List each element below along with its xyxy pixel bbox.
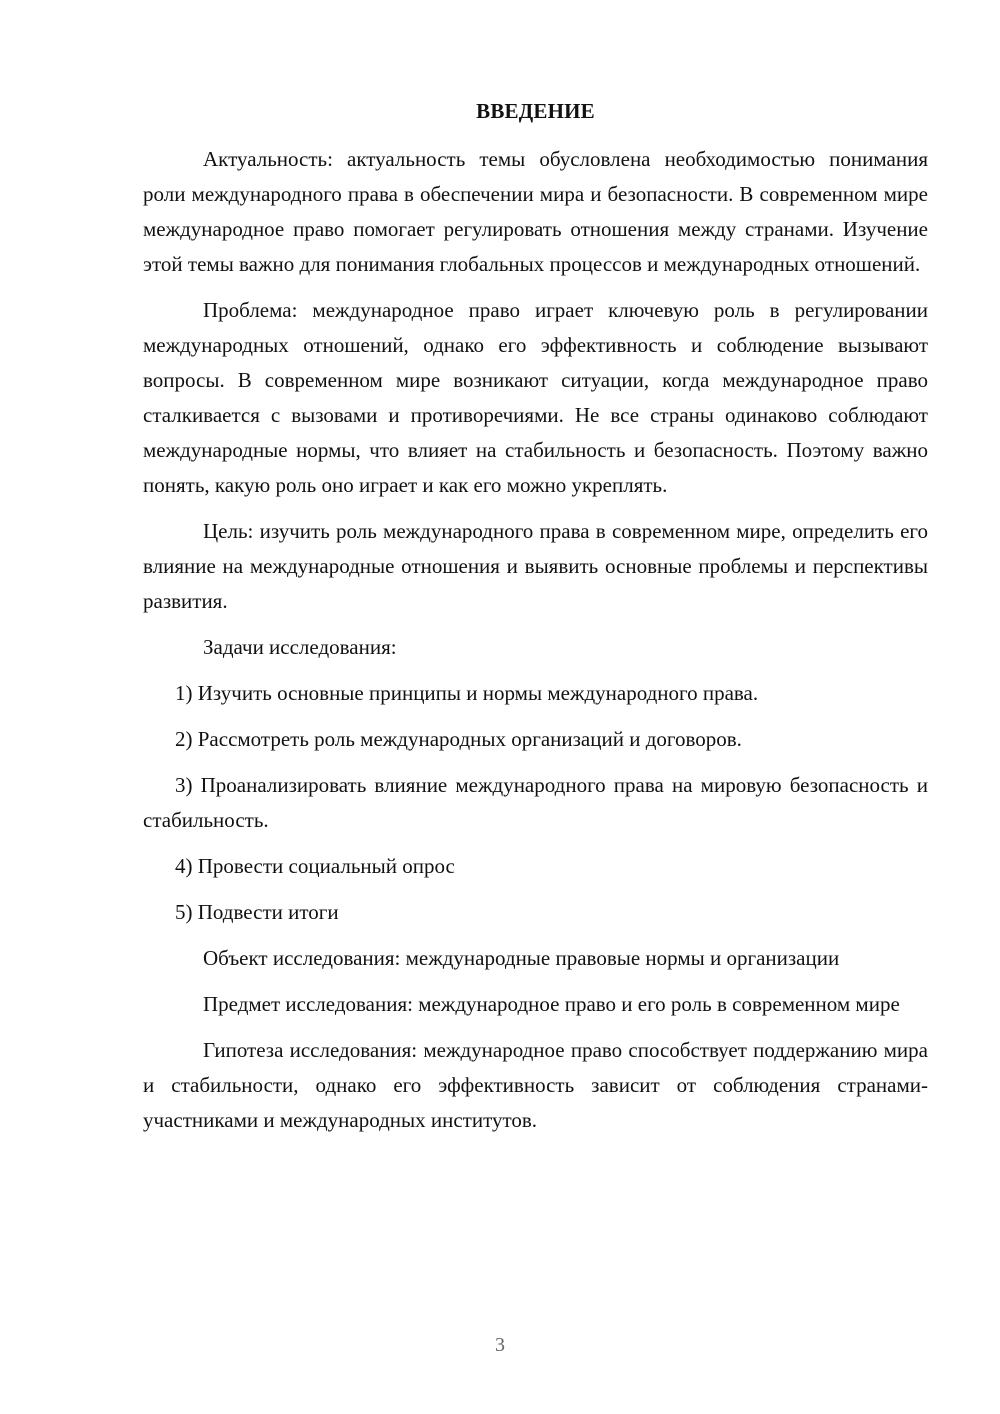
hypothesis-paragraph: Гипотеза исследования: международное право способствует поддержанию мира и стабильности, однако его эффективность зависит от соблюдения странами-участниками и международных институтов. — [143, 1038, 928, 1132]
document-page — [143, 96, 928, 1149]
subject-paragraph: Предмет исследования: международное право и его роль в современном мире — [203, 992, 900, 1016]
tasks-heading: Задачи исследования: — [203, 635, 397, 659]
task-item: 5) Подвести итоги — [175, 900, 339, 924]
section-heading: ВВЕДЕНИЕ — [476, 99, 595, 123]
task-item: 3) Проанализировать влияние международного права на мировую безопасность и стабильность. — [143, 773, 928, 832]
problem-paragraph: Проблема: международное право играет ключевую роль в регулировании международных отношений, однако его эффективность и соблюдение вызывают вопросы. В современном мире возникают ситуации, когда международное право сталкивается с вызовами и противоречиями. Не все страны одинаково соблюдают международные нормы, что влияет на стабильность и безопасность. Поэтому важно понять, какую роль оно играет и как его можно укреплять. — [143, 298, 928, 497]
page-number: 3 — [495, 1334, 505, 1356]
object-paragraph: Объект исследования: международные правовые нормы и организации — [203, 946, 840, 970]
task-item: 2) Рассмотреть роль международных организаций и договоров. — [175, 727, 742, 751]
task-item: 4) Провести социальный опрос — [175, 854, 455, 878]
goal-paragraph: Цель: изучить роль международного права в современном мире, определить его влияние на международные отношения и выявить основные проблемы и перспективы развития. — [143, 519, 928, 613]
task-item: 1) Изучить основные принципы и нормы международного права. — [175, 681, 759, 705]
relevance-paragraph: Актуальность: актуальность темы обусловлена необходимостью понимания роли международного права в обеспечении мира и безопасности. В современном мире международное право помогает регулировать отношения между странами. Изучение этой темы важно для понимания глобальных процессов и международных отношений. — [143, 147, 928, 276]
